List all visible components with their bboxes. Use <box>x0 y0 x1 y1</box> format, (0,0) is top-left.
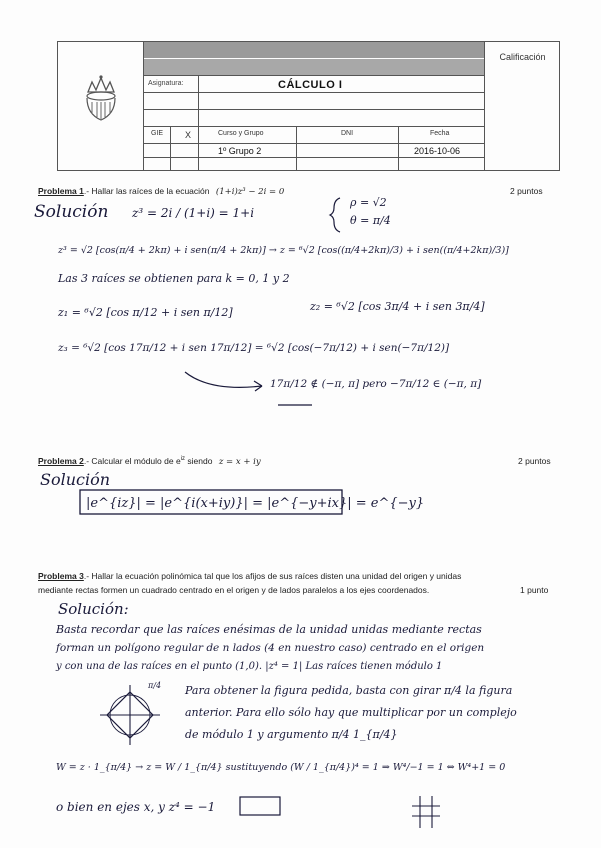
curso-value: 1º Grupo 2 <box>218 146 262 156</box>
p1-z1: z₁ = ⁶√2 [cos π/12 + i sen π/12] <box>58 306 233 319</box>
p2-equation: |e^{iz}| = |e^{i(x+iy)}| = |e^{−y+ix}| = e^{−y} <box>86 496 425 511</box>
p3-line6: de módulo 1 y argumento π/4 1_{π/4} <box>185 728 398 741</box>
gie-label: GIE <box>151 130 164 137</box>
problem-3-text: .- Hallar la ecuación polinómica tal que los afijos de sus raíces disten una unidad del origen y unidas <box>83 571 462 581</box>
p1-rho: ρ = √2 <box>350 196 387 209</box>
p3-sketch-label: π/4 <box>148 681 162 690</box>
problem-3-label: Problema 3 <box>38 571 84 581</box>
gie-mark: X <box>185 130 192 140</box>
asignatura-value: CÁLCULO I <box>278 79 343 91</box>
curso-label: Curso y Grupo <box>218 130 264 137</box>
problem-2-exponent: iz <box>180 456 186 463</box>
dni-label: DNI <box>341 130 354 137</box>
p3-line7: W = z · 1_{π/4} → z = W / 1_{π/4} sustituyendo (W / 1_{π/4})⁴ = 1 ⇒ W⁴/−1 = 1 ⇔ W⁴+1 = 0 <box>56 762 506 773</box>
fecha-value: 2016-10-06 <box>414 146 461 156</box>
p2-solucion: Solución <box>40 470 111 489</box>
p1-note: 17π/12 ∉ (−π, π] pero −7π/12 ∈ (−π, π] <box>270 378 482 390</box>
problem-2-text-tail: siendo <box>185 456 213 466</box>
problem-1-equation: (1+i)z³ − 2i = 0 <box>215 187 285 197</box>
problem-1-text: .- Hallar las raíces de la ecuación <box>83 186 210 196</box>
p1-line3: Las 3 raíces se obtienen para k = 0, 1 y 2 <box>58 272 290 285</box>
p1-z2: z₂ = ⁶√2 [cos 3π/4 + i sen 3π/4] <box>310 300 485 313</box>
p3-line3: y con una de las raíces en el punto (1,0). |z⁴ = 1| Las raíces tienen módulo 1 <box>56 661 443 672</box>
p3-line2: forman un polígono regular de n lados (4 en nuestro caso) centrado en el origen <box>56 642 485 654</box>
problem-2-text: .- Calcular el módulo de e <box>83 456 181 466</box>
p1-solucion: Solución <box>34 202 109 222</box>
p3-line8: o bien en ejes x, y z⁴ = −1 <box>56 800 216 814</box>
p1-line1: z³ = 2i / (1+i) = 1+i <box>132 206 255 220</box>
problem-2-points: 2 puntos <box>518 456 551 466</box>
brace-stroke <box>330 198 340 232</box>
problem-3-points: 1 punto <box>520 585 549 595</box>
p3-line5: anterior. Para ello sólo hay que multiplicar por un complejo <box>185 706 517 719</box>
asignatura-label: Asignatura: <box>148 80 184 87</box>
problem-2-equation: z = x + iy <box>218 457 261 467</box>
grade-label: Calificación <box>484 42 560 75</box>
problem-1-points: 2 puntos <box>510 186 543 196</box>
problem-2-label: Problema 2 <box>38 456 84 466</box>
fecha-label: Fecha <box>430 130 450 137</box>
p3-answer-box <box>240 797 280 815</box>
p1-theta: θ = π/4 <box>350 214 391 227</box>
problem-1-label: Problema 1 <box>38 186 84 196</box>
arrow-stroke <box>185 372 262 387</box>
p1-z3: z₃ = ⁶√2 [cos 17π/12 + i sen 17π/12] = ⁶√2 [cos(−7π/12) + i sen(−7π/12)] <box>58 342 450 354</box>
p3-sketch-rotated-square <box>100 685 160 745</box>
p3-sketch-square-grid <box>412 796 440 828</box>
p2-answer-box <box>80 490 342 514</box>
problem-3-statement-line2: mediante rectas formen un cuadrado centrado en el origen y de lados paralelos a los ejes coordenados. <box>38 585 430 595</box>
p3-line4: Para obtener la figura pedida, basta con girar π/4 la figura <box>185 684 513 697</box>
p3-line1: Basta recordar que las raíces enésimas de la unidad unidas mediante rectas <box>56 623 482 636</box>
p3-solucion: Solución: <box>58 600 129 618</box>
p1-line2: z³ = √2 [cos(π/4 + 2kπ) + i sen(π/4 + 2kπ)] → z = ⁶√2 [cos((π/4+2kπ)/3) + i sen((π/4+2kπ)/3)] <box>58 245 509 256</box>
